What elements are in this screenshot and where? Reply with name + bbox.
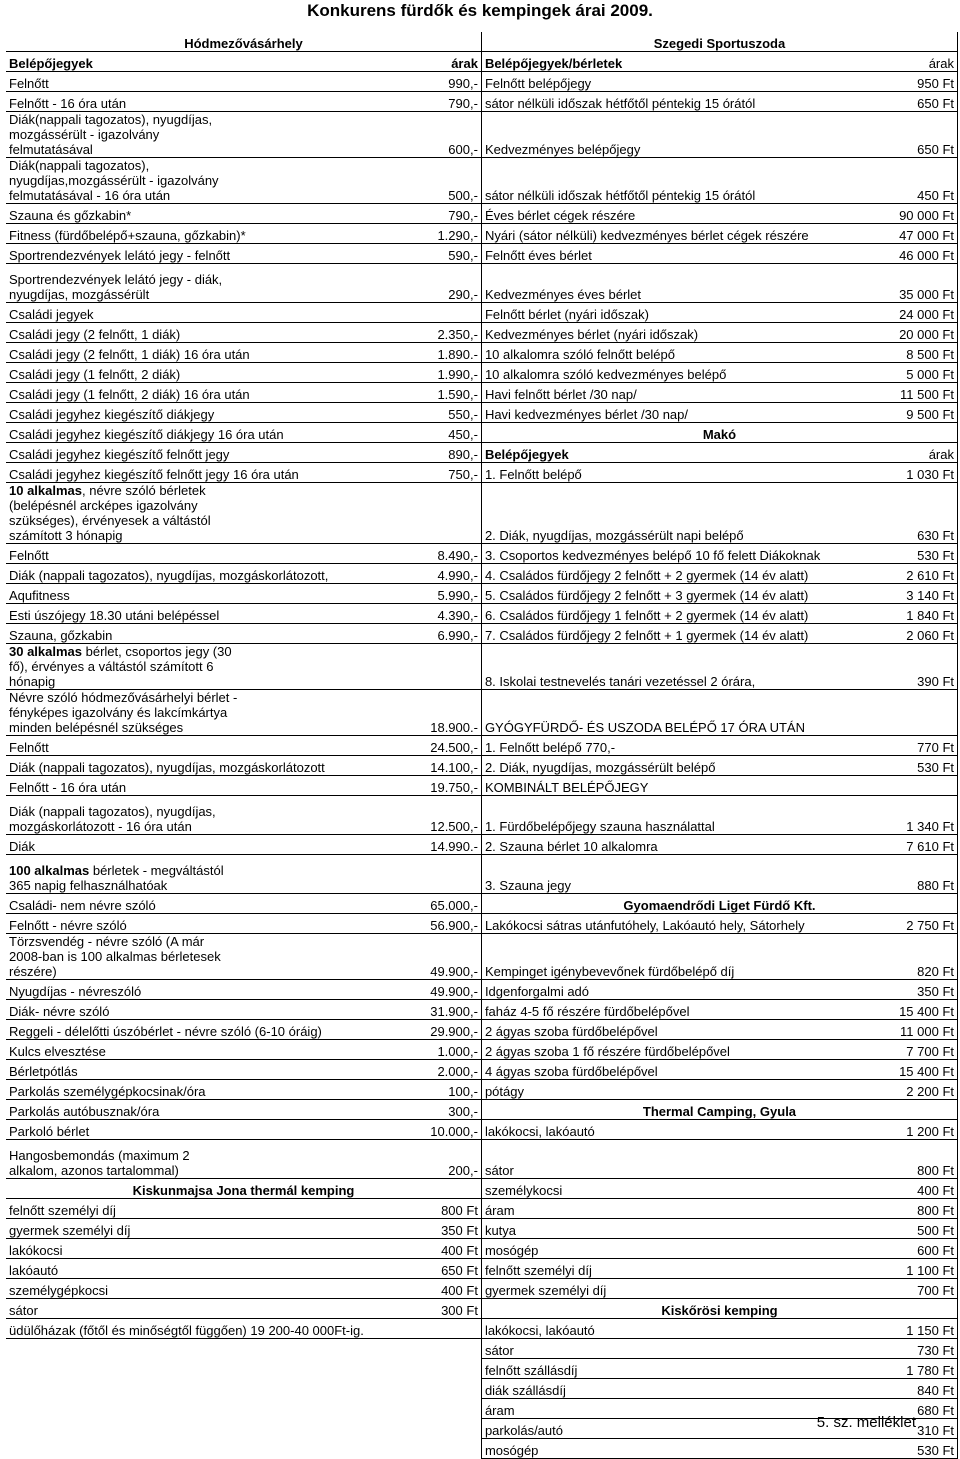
table-row bbox=[6, 1199, 958, 1219]
row-label: Sportrendezvények lelátó jegy - felnőtt bbox=[6, 244, 244, 264]
table-row bbox=[6, 158, 958, 204]
empty-cell bbox=[6, 1359, 481, 1379]
row-label: Felnőtt bérlet (nyári időszak) bbox=[481, 303, 719, 323]
row-label: Diák(nappali tagozatos), nyugdíjas,mozgássérült - igazolvány felmutatásával - 16 óra után bbox=[6, 158, 244, 204]
row-label: 2. Szauna bérlet 10 alkalomra bbox=[481, 835, 719, 855]
row-label: Diák (nappali tagozatos), nyugdíjas, mozgáskorlátozott, bbox=[6, 564, 244, 584]
row-price: 680 Ft bbox=[719, 1399, 957, 1419]
row-price: 200,- bbox=[244, 1140, 482, 1179]
row-label: felnőtt személyi díj bbox=[481, 1259, 719, 1279]
row-price: 65.000,- bbox=[244, 894, 482, 914]
row-price: árak bbox=[719, 52, 957, 72]
row-price: 31.900,- bbox=[244, 1000, 482, 1020]
row-label: Szauna és gőzkabin* bbox=[6, 204, 244, 224]
row-price bbox=[244, 644, 482, 690]
table-row bbox=[6, 756, 958, 776]
table-row bbox=[6, 443, 958, 463]
row-label: Kedvezményes bérlet (nyári időszak) bbox=[481, 323, 719, 343]
row-price: 3 140 Ft bbox=[719, 584, 957, 604]
row-price: 530 Ft bbox=[719, 544, 957, 564]
row-price: 8 500 Ft bbox=[719, 343, 957, 363]
row-label: áram bbox=[481, 1399, 719, 1419]
row-label: 4. Családos fürdőjegy 2 felnőtt + 2 gyermek (14 év alatt) bbox=[481, 564, 719, 584]
row-label: Diák (nappali tagozatos), nyugdíjas, mozgáskorlátozott bbox=[6, 756, 244, 776]
section-header: Hódmezővásárhely bbox=[6, 32, 481, 52]
table-row bbox=[6, 72, 958, 92]
row-price: 15 400 Ft bbox=[719, 1060, 957, 1080]
row-price: 2 200 Ft bbox=[719, 1080, 957, 1100]
row-label: Kedvezményes éves bérlet bbox=[481, 264, 719, 303]
row-price: 1.990,- bbox=[244, 363, 482, 383]
row-label: pótágy bbox=[481, 1080, 719, 1100]
row-label: Kulcs elvesztése bbox=[6, 1040, 244, 1060]
table-row bbox=[6, 1339, 958, 1359]
row-label: diák szállásdíj bbox=[481, 1379, 719, 1399]
row-price: 1 780 Ft bbox=[719, 1359, 957, 1379]
row-price: 4.390,- bbox=[244, 604, 482, 624]
table-row bbox=[6, 423, 958, 443]
table-row bbox=[6, 1299, 958, 1319]
row-price: 990,- bbox=[244, 72, 482, 92]
row-label: Felnőtt éves bérlet bbox=[481, 244, 719, 264]
row-label: Családi jegy (2 felnőtt, 1 diák) 16 óra után bbox=[6, 343, 244, 363]
table-row bbox=[6, 644, 958, 690]
row-price: 2 750 Ft bbox=[719, 914, 957, 934]
row-label: Diák bbox=[6, 835, 244, 855]
row-price: 500 Ft bbox=[719, 1219, 957, 1239]
table-row bbox=[6, 690, 958, 736]
table-row bbox=[6, 343, 958, 363]
row-price: 390 Ft bbox=[719, 644, 957, 690]
row-label: Felnőtt - névre szóló bbox=[6, 914, 244, 934]
row-label: Bérletpótlás bbox=[6, 1060, 244, 1080]
row-price: 820 Ft bbox=[719, 934, 957, 980]
row-label: GYÓGYFÜRDŐ- ÉS USZODA BELÉPŐ 17 ÓRA UTÁN bbox=[481, 690, 719, 736]
row-price: 770 Ft bbox=[719, 736, 957, 756]
row-label: mosógép bbox=[481, 1439, 719, 1459]
table-row bbox=[6, 264, 958, 303]
row-label: 100 alkalmas bérletek - megváltástól 365 napig felhasználhatóak bbox=[6, 855, 244, 894]
row-price: 400 Ft bbox=[719, 1179, 957, 1199]
row-label: faház 4-5 fő részére fürdőbelépővel bbox=[481, 1000, 719, 1020]
row-label: parkolás/autó bbox=[481, 1419, 719, 1439]
table-row bbox=[6, 1020, 958, 1040]
table-row bbox=[6, 980, 958, 1000]
empty-cell bbox=[6, 1379, 481, 1399]
row-price: 49.900,- bbox=[244, 934, 482, 980]
table-row bbox=[6, 914, 958, 934]
table-row bbox=[6, 855, 958, 894]
row-price: 790,- bbox=[244, 204, 482, 224]
row-label: sátor bbox=[481, 1140, 719, 1179]
row-label: sátor bbox=[481, 1339, 719, 1359]
row-price: 1.290,- bbox=[244, 224, 482, 244]
price-table bbox=[6, 32, 958, 1459]
row-price: 590,- bbox=[244, 244, 482, 264]
row-label: Diák(nappali tagozatos), nyugdíjas, mozgássérült - igazolvány felmutatásával bbox=[6, 112, 244, 158]
table-row bbox=[6, 1100, 958, 1120]
row-price: 290,- bbox=[244, 264, 482, 303]
row-price: 400 Ft bbox=[244, 1279, 482, 1299]
table-row bbox=[6, 624, 958, 644]
row-label: 3. Csoportos kedvezményes belépő 10 fő felett Diákoknak bbox=[481, 544, 719, 564]
row-label: Nyugdíjas - névreszóló bbox=[6, 980, 244, 1000]
table-row bbox=[6, 736, 958, 756]
row-label: 30 alkalmas bérlet, csoportos jegy (30 fő), érvényes a váltástól számított 6 hónapig bbox=[6, 644, 244, 690]
row-label: 5. Családos fürdőjegy 2 felnőtt + 3 gyermek (14 év alatt) bbox=[481, 584, 719, 604]
row-label: Felnőtt bbox=[6, 544, 244, 564]
table-row bbox=[6, 544, 958, 564]
table-row bbox=[6, 244, 958, 264]
table-row bbox=[6, 383, 958, 403]
row-label: Családi jegy (1 felnőtt, 2 diák) bbox=[6, 363, 244, 383]
row-price: 800 Ft bbox=[719, 1199, 957, 1219]
row-price: 19.750,- bbox=[244, 776, 482, 796]
row-label: sátor bbox=[6, 1299, 244, 1319]
row-price: 2.350,- bbox=[244, 323, 482, 343]
row-price: 10.000,- bbox=[244, 1120, 482, 1140]
row-price: 1 030 Ft bbox=[719, 463, 957, 483]
row-label: 2. Diák, nyugdíjas, mozgássérült napi belépő bbox=[481, 483, 719, 544]
row-label: Családi jegy (2 felnőtt, 1 diák) bbox=[6, 323, 244, 343]
row-label: Lakókocsi sátras utánfutóhely, Lakóautó hely, Sátorhely bbox=[481, 914, 719, 934]
table-row bbox=[6, 1239, 958, 1259]
row-price: 8.490,- bbox=[244, 544, 482, 564]
row-label: személykocsi bbox=[481, 1179, 719, 1199]
row-label: Szauna, gőzkabin bbox=[6, 624, 244, 644]
row-label: üdülőházak (főtől és minőségtől függően) 19 200-40 000Ft-ig. bbox=[6, 1319, 481, 1339]
row-price: 20 000 Ft bbox=[719, 323, 957, 343]
row-price: 300 Ft bbox=[244, 1299, 482, 1319]
row-label: gyermek személyi díj bbox=[481, 1279, 719, 1299]
row-label: Felnőtt bbox=[6, 72, 244, 92]
row-label: lakókocsi bbox=[6, 1239, 244, 1259]
row-price bbox=[244, 303, 482, 323]
row-label: Parkolás személygépkocsinak/óra bbox=[6, 1080, 244, 1100]
row-price: 1.590,- bbox=[244, 383, 482, 403]
row-price: 9 500 Ft bbox=[719, 403, 957, 423]
row-price: 400 Ft bbox=[244, 1239, 482, 1259]
row-label: 4 ágyas szoba fürdőbelépővel bbox=[481, 1060, 719, 1080]
row-price: árak bbox=[244, 52, 482, 72]
table-row bbox=[6, 1359, 958, 1379]
row-price: 700 Ft bbox=[719, 1279, 957, 1299]
table-row bbox=[6, 32, 958, 52]
row-price: 100,- bbox=[244, 1080, 482, 1100]
row-price: 350 Ft bbox=[244, 1219, 482, 1239]
table-row bbox=[6, 204, 958, 224]
row-label: sátor nélküli időszak hétfőtől péntekig 15 órától bbox=[481, 158, 719, 204]
empty-cell bbox=[6, 1419, 481, 1439]
row-label: 8. Iskolai testnevelés tanári vezetéssel 2 órára, bbox=[481, 644, 719, 690]
row-price: 11 500 Ft bbox=[719, 383, 957, 403]
row-price: 56.900,- bbox=[244, 914, 482, 934]
row-price: 49.900,- bbox=[244, 980, 482, 1000]
row-price: 47 000 Ft bbox=[719, 224, 957, 244]
footer-note: 5. sz. melléklet bbox=[816, 1414, 916, 1431]
table-row bbox=[6, 52, 958, 72]
row-label: 2 ágyas szoba 1 fő részére fürdőbelépővel bbox=[481, 1040, 719, 1060]
row-price: 18.900.- bbox=[244, 690, 482, 736]
row-label: mosógép bbox=[481, 1239, 719, 1259]
row-label: Sportrendezvények lelátó jegy - diák, nyugdíjas, mozgássérült bbox=[6, 264, 244, 303]
row-price: 46 000 Ft bbox=[719, 244, 957, 264]
row-label: Felnőtt belépőjegy bbox=[481, 72, 719, 92]
row-label: lakókocsi, lakóautó bbox=[481, 1319, 719, 1339]
row-price: 1 200 Ft bbox=[719, 1120, 957, 1140]
row-label: Aqufitness bbox=[6, 584, 244, 604]
row-price: 12.500,- bbox=[244, 796, 482, 835]
row-label: Felnőtt - 16 óra után bbox=[6, 92, 244, 112]
table-row bbox=[6, 403, 958, 423]
table-row bbox=[6, 363, 958, 383]
row-label: lakóautó bbox=[6, 1259, 244, 1279]
row-label: Családi jegyek bbox=[6, 303, 244, 323]
row-price: 800 Ft bbox=[244, 1199, 482, 1219]
row-label: Családi jegyhez kiegészítő felnőtt jegy 16 óra után bbox=[6, 463, 244, 483]
row-price: árak bbox=[719, 443, 957, 463]
row-label: felnőtt személyi díj bbox=[6, 1199, 244, 1219]
row-label: Diák (nappali tagozatos), nyugdíjas, mozgáskorlátozott - 16 óra után bbox=[6, 796, 244, 835]
row-price: 650 Ft bbox=[719, 92, 957, 112]
table-row bbox=[6, 776, 958, 796]
row-label: 2. Diák, nyugdíjas, mozgássérült belépő bbox=[481, 756, 719, 776]
row-price bbox=[244, 855, 482, 894]
table-row bbox=[6, 303, 958, 323]
row-price: 6.990,- bbox=[244, 624, 482, 644]
row-price: 15 400 Ft bbox=[719, 1000, 957, 1020]
row-label: áram bbox=[481, 1199, 719, 1219]
row-price: 14.100,- bbox=[244, 756, 482, 776]
table-row bbox=[6, 1439, 958, 1459]
row-label: 3. Szauna jegy bbox=[481, 855, 719, 894]
row-label: Havi felnőtt bérlet /30 nap/ bbox=[481, 383, 719, 403]
row-price: 750,- bbox=[244, 463, 482, 483]
row-price: 5 000 Ft bbox=[719, 363, 957, 383]
row-price: 450,- bbox=[244, 423, 482, 443]
row-label: Kempinget igénybevevőnek fürdőbelépő díj bbox=[481, 934, 719, 980]
section-header: Kiskunmajsa Jona thermál kemping bbox=[6, 1179, 481, 1199]
row-price: 840 Ft bbox=[719, 1379, 957, 1399]
table-row bbox=[6, 1399, 958, 1419]
row-label: 6. Családos fürdőjegy 1 felnőtt + 2 gyermek (14 év alatt) bbox=[481, 604, 719, 624]
row-price: 24 000 Ft bbox=[719, 303, 957, 323]
table-row bbox=[6, 323, 958, 343]
row-label: Parkolás autóbusznak/óra bbox=[6, 1100, 244, 1120]
row-price bbox=[719, 776, 957, 796]
empty-cell bbox=[6, 1399, 481, 1419]
row-price: 2.000,- bbox=[244, 1060, 482, 1080]
row-price: 550,- bbox=[244, 403, 482, 423]
table-row bbox=[6, 463, 958, 483]
row-label: Hangosbemondás (maximum 2 alkalom, azonos tartalommal) bbox=[6, 1140, 244, 1179]
row-price: 7 700 Ft bbox=[719, 1040, 957, 1060]
row-label: Fitness (fürdőbelépő+szauna, gőzkabin)* bbox=[6, 224, 244, 244]
table-row bbox=[6, 1040, 958, 1060]
row-label: 2 ágyas szoba fürdőbelépővel bbox=[481, 1020, 719, 1040]
row-price bbox=[244, 483, 482, 544]
table-row bbox=[6, 1419, 958, 1439]
row-label: 10 alkalomra szóló felnőtt belépő bbox=[481, 343, 719, 363]
row-price: 890,- bbox=[244, 443, 482, 463]
row-price: 630 Ft bbox=[719, 483, 957, 544]
row-label: felnőtt szállásdíj bbox=[481, 1359, 719, 1379]
table-row bbox=[6, 1179, 958, 1199]
row-label: Éves bérlet cégek részére bbox=[481, 204, 719, 224]
row-price: 1.000,- bbox=[244, 1040, 482, 1060]
section-header: Szegedi Sportuszoda bbox=[481, 32, 957, 52]
table-row bbox=[6, 224, 958, 244]
row-price: 800 Ft bbox=[719, 1140, 957, 1179]
row-price: 4.990,- bbox=[244, 564, 482, 584]
row-price: 600 Ft bbox=[719, 1239, 957, 1259]
row-price: 1 150 Ft bbox=[719, 1319, 957, 1339]
table-row bbox=[6, 1279, 958, 1299]
table-row bbox=[6, 604, 958, 624]
row-price: 300,- bbox=[244, 1100, 482, 1120]
table-row bbox=[6, 934, 958, 980]
row-price: 530 Ft bbox=[719, 756, 957, 776]
section-header: Kiskőrösi kemping bbox=[481, 1299, 957, 1319]
table-row bbox=[6, 1379, 958, 1399]
row-price: 90 000 Ft bbox=[719, 204, 957, 224]
row-label: Nyári (sátor nélküli) kedvezményes bérlet cégek részére bbox=[481, 224, 719, 244]
row-label: Idgenforgalmi adó bbox=[481, 980, 719, 1000]
row-label: személygépkocsi bbox=[6, 1279, 244, 1299]
row-price: 650 Ft bbox=[244, 1259, 482, 1279]
row-label: kutya bbox=[481, 1219, 719, 1239]
row-label: Diák- névre szóló bbox=[6, 1000, 244, 1020]
row-price: 14.990.- bbox=[244, 835, 482, 855]
row-label: lakókocsi, lakóautó bbox=[481, 1120, 719, 1140]
table-row bbox=[6, 835, 958, 855]
row-price: 35 000 Ft bbox=[719, 264, 957, 303]
section-header: Makó bbox=[481, 423, 957, 443]
row-label: Felnőtt bbox=[6, 736, 244, 756]
row-label: Felnőtt - 16 óra után bbox=[6, 776, 244, 796]
table-row bbox=[6, 1060, 958, 1080]
row-price: 1 100 Ft bbox=[719, 1259, 957, 1279]
table-row bbox=[6, 483, 958, 544]
table-row bbox=[6, 112, 958, 158]
row-price: 29.900,- bbox=[244, 1020, 482, 1040]
table-row bbox=[6, 1000, 958, 1020]
row-price: 530 Ft bbox=[719, 1439, 957, 1459]
table-row bbox=[6, 584, 958, 604]
table-row bbox=[6, 894, 958, 914]
row-label: Törzsvendég - névre szóló (A már 2008-ban is 100 alkalmas bérletesek részére) bbox=[6, 934, 244, 980]
row-label: Belépőjegyek bbox=[6, 52, 244, 72]
table-row bbox=[6, 1080, 958, 1100]
row-label: Családi jegyhez kiegészítő diákjegy 16 óra után bbox=[6, 423, 244, 443]
row-price: 600,- bbox=[244, 112, 482, 158]
row-price: 790,- bbox=[244, 92, 482, 112]
row-price: 11 000 Ft bbox=[719, 1020, 957, 1040]
table-row bbox=[6, 92, 958, 112]
row-price: 310 Ft bbox=[719, 1419, 957, 1439]
table-row bbox=[6, 1219, 958, 1239]
row-label: Névre szóló hódmezővásárhelyi bérlet - fényképes igazolvány és lakcímkártya minden belépésnél szükséges bbox=[6, 690, 244, 736]
empty-cell bbox=[6, 1439, 481, 1459]
row-price: 7 610 Ft bbox=[719, 835, 957, 855]
table-row bbox=[6, 796, 958, 835]
row-label: 10 alkalomra szóló kedvezményes belépő bbox=[481, 363, 719, 383]
table-row bbox=[6, 1319, 958, 1339]
row-price: 1 840 Ft bbox=[719, 604, 957, 624]
row-label: Reggeli - délelőtti úszóbérlet - névre szóló (6-10 óráig) bbox=[6, 1020, 244, 1040]
row-price: 1.890.- bbox=[244, 343, 482, 363]
row-price: 5.990,- bbox=[244, 584, 482, 604]
table-row bbox=[6, 1120, 958, 1140]
row-price: 24.500,- bbox=[244, 736, 482, 756]
row-label: Kedvezményes belépőjegy bbox=[481, 112, 719, 158]
row-price: 1 340 Ft bbox=[719, 796, 957, 835]
empty-cell bbox=[6, 1339, 481, 1359]
row-label: Családi- nem névre szóló bbox=[6, 894, 244, 914]
row-label: Családi jegyhez kiegészítő diákjegy bbox=[6, 403, 244, 423]
row-price: 950 Ft bbox=[719, 72, 957, 92]
price-table-body bbox=[6, 32, 958, 1459]
row-label: sátor nélküli időszak hétfőtől péntekig 15 órától bbox=[481, 92, 719, 112]
row-label: 10 alkalmas, névre szóló bérletek (belépésnél arcképes igazolvány szükséges), érvényesek a váltástól számított 3 hónapig bbox=[6, 483, 244, 544]
row-price: 2 610 Ft bbox=[719, 564, 957, 584]
row-label: Családi jegy (1 felnőtt, 2 diák) 16 óra után bbox=[6, 383, 244, 403]
row-price: 730 Ft bbox=[719, 1339, 957, 1359]
row-label: Belépőjegyek bbox=[481, 443, 719, 463]
row-label: gyermek személyi díj bbox=[6, 1219, 244, 1239]
row-label: Családi jegyhez kiegészítő felnőtt jegy bbox=[6, 443, 244, 463]
row-price: 650 Ft bbox=[719, 112, 957, 158]
row-price: 350 Ft bbox=[719, 980, 957, 1000]
section-header: Gyomaendrődi Liget Fürdő Kft. bbox=[481, 894, 957, 914]
row-label: 1. Fürdőbelépőjegy szauna használattal bbox=[481, 796, 719, 835]
table-row bbox=[6, 1259, 958, 1279]
table-row bbox=[6, 564, 958, 584]
row-label: 1. Felnőtt belépő bbox=[481, 463, 719, 483]
row-label: KOMBINÁLT BELÉPŐJEGY bbox=[481, 776, 719, 796]
row-price: 2 060 Ft bbox=[719, 624, 957, 644]
row-price: 500,- bbox=[244, 158, 482, 204]
row-label: 7. Családos fürdőjegy 2 felnőtt + 1 gyermek (14 év alatt) bbox=[481, 624, 719, 644]
section-header: Thermal Camping, Gyula bbox=[481, 1100, 957, 1120]
row-price: 450 Ft bbox=[719, 158, 957, 204]
table-row bbox=[6, 1140, 958, 1179]
row-label: Parkoló bérlet bbox=[6, 1120, 244, 1140]
page-title: Konkurens fürdők és kempingek árai 2009. bbox=[307, 1, 653, 20]
row-label: 1. Felnőtt belépő 770,- bbox=[481, 736, 719, 756]
row-price: 880 Ft bbox=[719, 855, 957, 894]
row-label: Esti úszójegy 18.30 utáni belépéssel bbox=[6, 604, 244, 624]
row-label: Belépőjegyek/bérletek bbox=[481, 52, 719, 72]
row-label: Havi kedvezményes bérlet /30 nap/ bbox=[481, 403, 719, 423]
